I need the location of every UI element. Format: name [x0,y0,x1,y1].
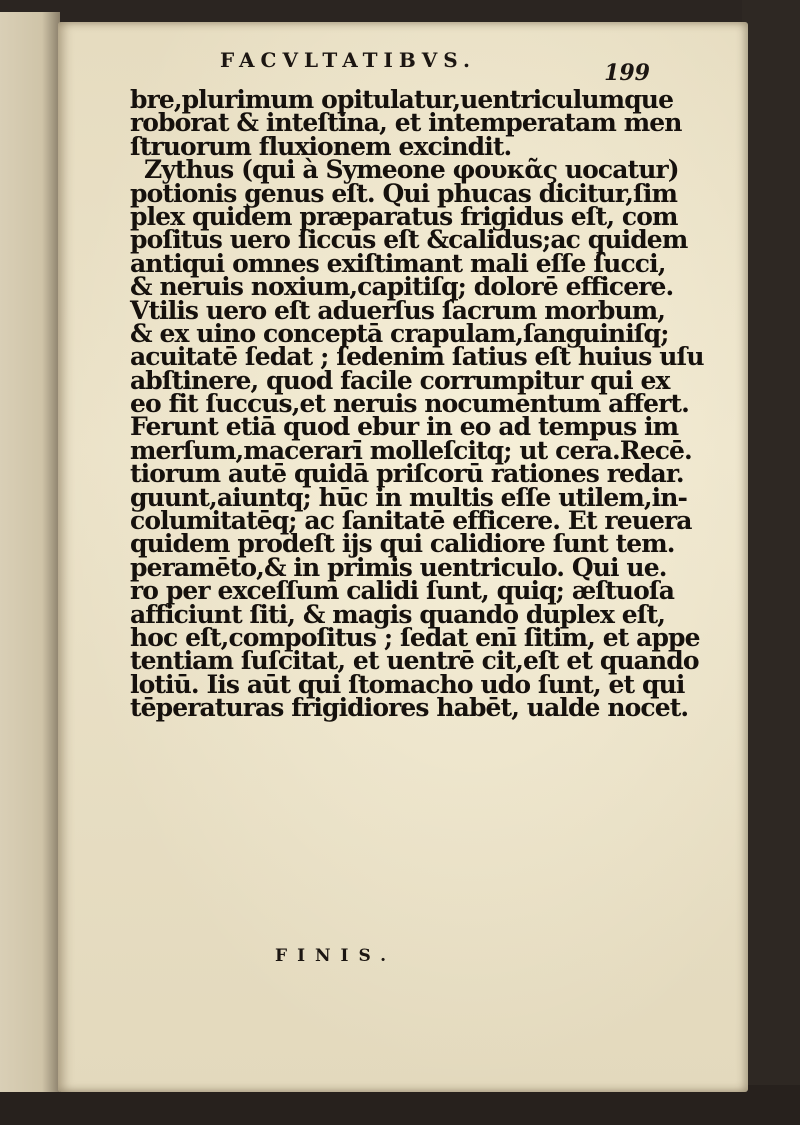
text-line: ro per exceſſum calidi ſunt, quiq; æſtuoſa [130,576,674,606]
running-title: FACVLTATIBVS. [220,48,476,72]
finis-mark: FINIS. [275,946,397,966]
text-line: roborat & inteſtina, et intemperatam men [130,108,682,138]
text-line: acuitatē ſedat ; ſedenim ſatius eſt huius uſu [130,342,704,372]
text-line: poſitus uero ſiccus eſt &calidus;ac quidem [130,225,688,255]
text-line: peramēto,& in primis uentriculo. Qui ue. [130,552,667,582]
text-line: tiorum autē quidā priſcorū rationes redar. [130,459,684,489]
text-line: guunt,aiuntq; hūc in multis eſſe utilem,in- [130,482,688,512]
text-line: antiqui omnes exiſtimant mali eſſe ſucci, [130,248,666,278]
text-line: potionis genus eſt. Qui phucas dicitur,ſim [130,178,678,208]
text-line: & neruis noxium,capitiſq; dolorē efficere. [130,272,674,302]
previous-page-edge [0,12,60,1092]
text-line: ſtruorum fluxionem excindit. [130,131,512,161]
text-line: quidem prodeſt ijs qui calidiore ſunt tem. [130,529,675,559]
text-line: tentiam ſuſcitat, et uentrē cit,eſt et quando [130,646,699,676]
text-line: tēperaturas frigidiores habēt, ualde nocet. [130,693,689,723]
body-text [130,85,704,723]
text-line: abſtinere, quod facile corrumpitur qui ex [130,365,670,395]
page-header [140,48,650,88]
page-number: 199 [604,60,650,86]
text-line: lotiū. Iis aūt qui ſtomacho udo ſunt, et qui [130,669,685,699]
text-line: hoc eſt,compoſitus ; ſedat enī ſitim, et appe [130,622,700,652]
text-line: columitatēq; ac ſanitatē efficere. Et reuera [130,506,692,536]
backdrop-right [742,0,800,1125]
text-line: Ferunt etiā quod ebur in eo ad tempus im [130,412,679,442]
text-line: & ex uino conceptā crapulam,ſanguiniſq; [130,318,669,348]
text-line: merſum,macerarī molleſcitq; ut cera.Recē. [130,435,692,465]
text-line: eo fit ſuccus,et neruis nocumentum affert. [130,389,689,419]
text-line: bre,plurimum opitulatur,uentriculumque [130,85,674,114]
text-line: plex quidem præparatus frigidus eſt, com [130,201,678,231]
text-line: afficiunt ſiti, & magis quando duplex eſt, [130,599,666,629]
text-line: Zythus (qui à Symeone φουκᾶς uocatur) [144,155,679,185]
text-line: Vtilis uero eſt aduerſus ſacrum morbum, [130,295,666,325]
